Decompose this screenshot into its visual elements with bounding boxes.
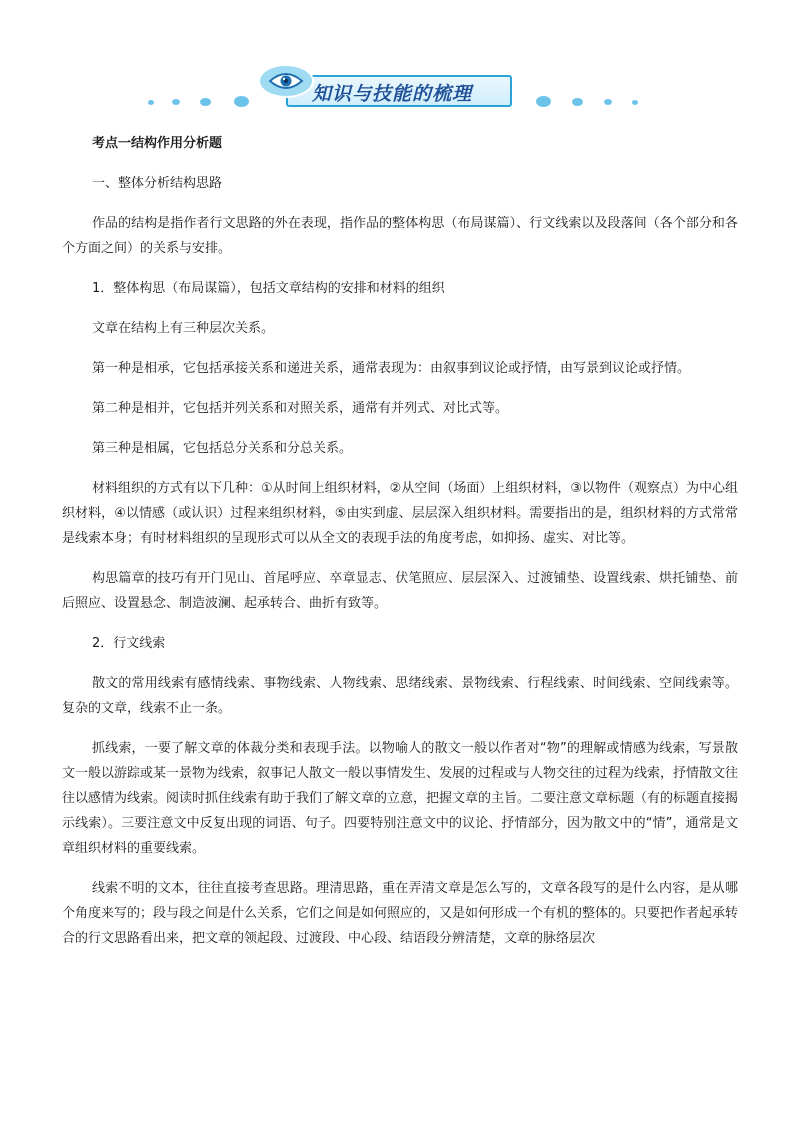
body-paragraph: 第三种是相属，它包括总分关系和分总关系。 — [92, 441, 353, 456]
banner-dot — [172, 99, 180, 105]
body-paragraph: 作品的结构是指作者行文思路的外在表现，指作品的整体构思（布局谋篇）、行文线索以及段落间（各个部分和各个方面之间）的关系与安排。 — [62, 216, 738, 256]
numbered-heading: 2．行文线索 — [92, 636, 166, 651]
body-paragraph: 线索不明的文本，往往直接考查思路。理清思路，重在弄清文章是怎么写的，文章各段写的是什么内容，是从哪个角度来写的；段与段之间是什么关系，它们之间是如何照应的，又是如何形成一个有机的整体的。只要把作者起承转合的行文思路看出来，把文章的领起段、过渡段、中心段、结语段分辨清楚，文章的脉络层次 — [62, 881, 739, 946]
banner-dot — [200, 98, 211, 106]
body-paragraph: 散文的常用线索有感情线索、事物线索、人物线索、思绪线索、景物线索、行程线索、时间线索、空间线索等。复杂的文章，线索不止一条。 — [62, 676, 738, 716]
body-paragraph: 第一种是相承，它包括承接关系和递进关系，通常表现为：由叙事到议论或抒情，由写景到议论或抒情。 — [92, 361, 691, 376]
eye-icon — [258, 64, 314, 98]
subsection-heading: 一、整体分析结构思路 — [92, 176, 223, 191]
banner-dot — [536, 96, 551, 107]
banner-title: 知识与技能的梳理 — [312, 83, 473, 105]
numbered-heading: 1．整体构思（布局谋篇），包括文章结构的安排和材料的组织 — [92, 281, 445, 296]
body-paragraph: 材料组织的方式有以下几种：①从时间上组织材料，②从空间（场面）上组织材料，③以物件（观察点）为中心组织材料，④以情感（或认识）过程来组织材料，⑤由实到虚、层层深入组织材料。需要指出的是，组织材料的方式常常是线索本身；有时材料组织的呈现形式可以从全文的表现手法的角度考虑，如抑扬、虚实、对比等。 — [62, 481, 738, 546]
body-paragraph: 第二种是相并，它包括并列关系和对照关系，通常有并列式、对比式等。 — [92, 401, 509, 416]
body-paragraph: 构思篇章的技巧有开门见山、首尾呼应、卒章显志、伏笔照应、层层深入、过渡铺垫、设置线索、烘托铺垫、前后照应、设置悬念、制造波澜、起承转合、曲折有致等。 — [62, 571, 738, 611]
section-heading: 考点一结构作用分析题 — [92, 136, 223, 151]
body-paragraph: 文章在结构上有三种层次关系。 — [92, 321, 275, 336]
banner-dot — [632, 100, 638, 105]
banner-dot — [148, 100, 154, 105]
section-banner — [140, 62, 640, 118]
banner-dot — [604, 99, 612, 105]
document-body — [62, 131, 738, 966]
body-paragraph: 抓线索，一要了解文章的体裁分类和表现手法。以物喻人的散文一般以作者对“物”的理解或情感为线索，写景散文一般以游踪或某一景物为线索，叙事记人散文一般以事情发生、发展的过程或与人物交往的过程为线索，抒情散文往往以感情为线索。阅读时抓住线索有助于我们了解文章的立意，把握文章的主旨。二要注意文章标题（有的标题直接揭示线索）。三要注意文中反复出现的词语、句子。四要特别注意文中的议论、抒情部分，因为散文中的“情”，通常是文章组织材料的重要线索。 — [62, 741, 739, 856]
banner-dot — [572, 98, 583, 106]
banner-dot — [234, 96, 249, 107]
